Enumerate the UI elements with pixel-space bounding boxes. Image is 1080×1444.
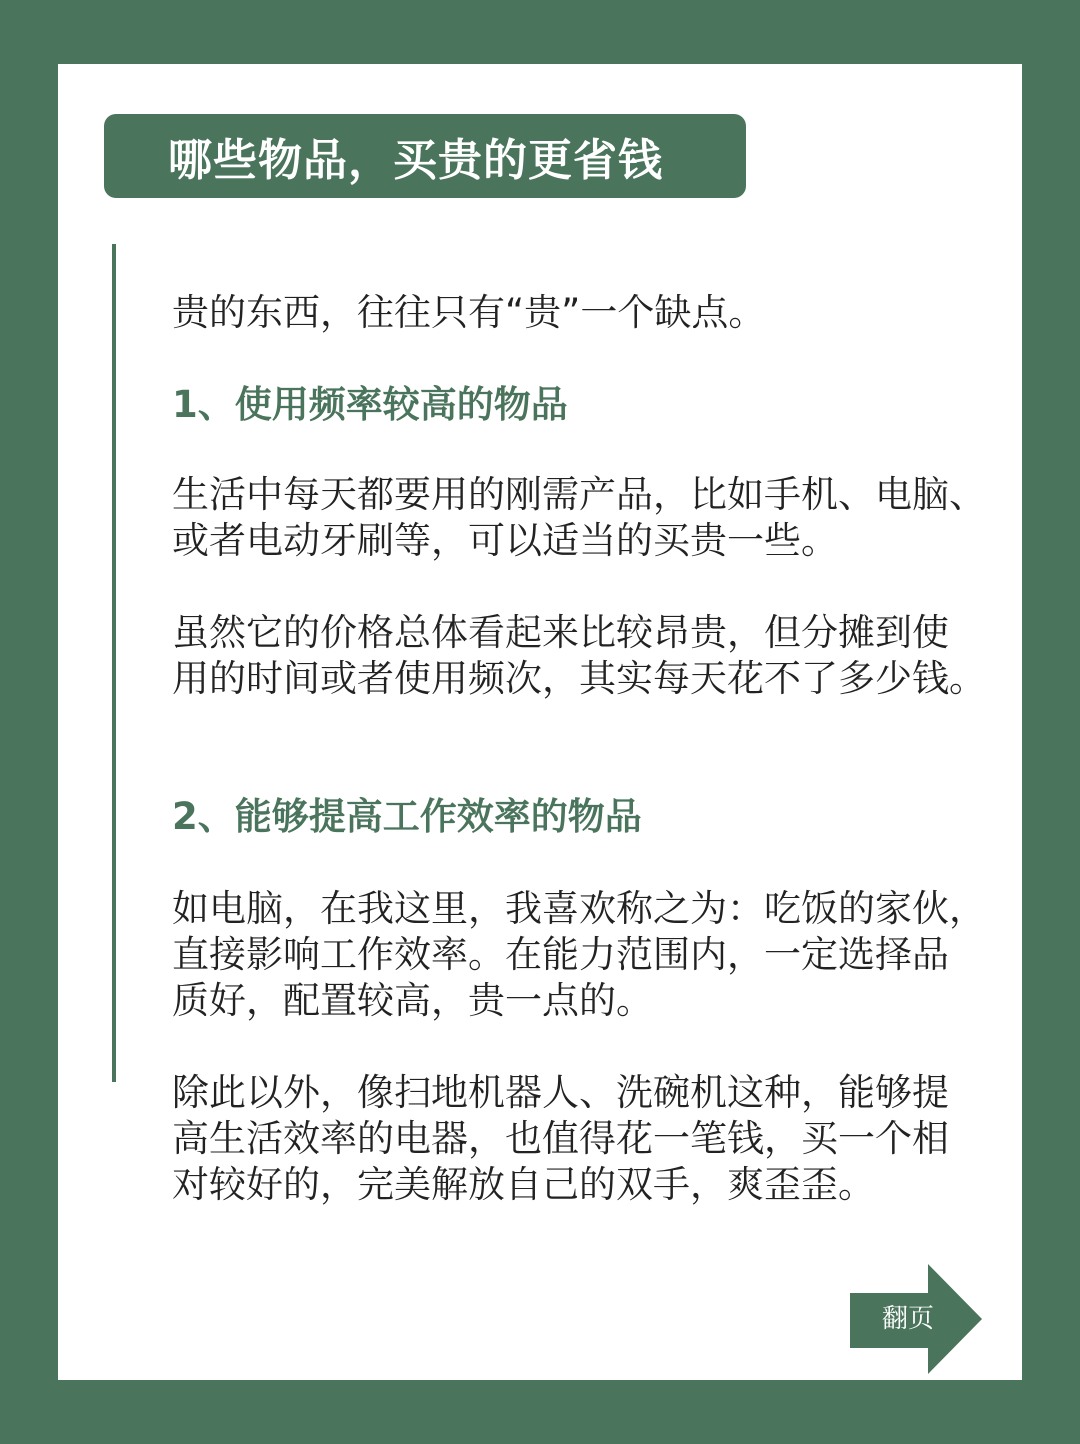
section-2-paragraph-2-line-2: 高生活效率的电器，也值得花一笔钱，买一个相	[172, 1117, 949, 1160]
section-1-paragraph-1-line-1: 生活中每天都要用的刚需产品，比如手机、电脑、	[172, 473, 986, 516]
next-page-label: 翻页	[881, 1304, 934, 1334]
section-2-paragraph-2-line-1: 除此以外，像扫地机器人、洗碗机这种，能够提	[172, 1071, 949, 1114]
section-1-heading: 1、使用频率较高的物品	[172, 383, 568, 426]
section-1-paragraph-2-line-1: 虽然它的价格总体看起来比较昂贵，但分摊到使	[172, 611, 949, 654]
section-1-paragraph-2-line-2: 用的时间或者使用频次，其实每天花不了多少钱。	[172, 657, 986, 700]
next-page-button[interactable]	[850, 1264, 984, 1374]
content-card	[58, 64, 1022, 1380]
title-banner	[104, 114, 746, 198]
section-2-paragraph-1-line-1: 如电脑，在我这里，我喜欢称之为：吃饭的家伙，	[172, 887, 986, 930]
page-title: 哪些物品，买贵的更省钱	[168, 135, 663, 186]
section-2-paragraph-1-line-2: 直接影响工作效率。在能力范围内，一定选择品	[172, 933, 949, 976]
intro-text: 贵的东西，往往只有“贵”一个缺点。	[172, 291, 766, 334]
section-2-paragraph-2-line-3: 对较好的，完美解放自己的双手，爽歪歪。	[172, 1163, 875, 1206]
section-1-paragraph-1-line-2: 或者电动牙刷等，可以适当的买贵一些。	[172, 519, 838, 562]
section-2-paragraph-1-line-3: 质好，配置较高，贵一点的。	[172, 979, 653, 1022]
left-accent-rule	[112, 244, 116, 1082]
section-2-heading: 2、能够提高工作效率的物品	[172, 795, 642, 838]
